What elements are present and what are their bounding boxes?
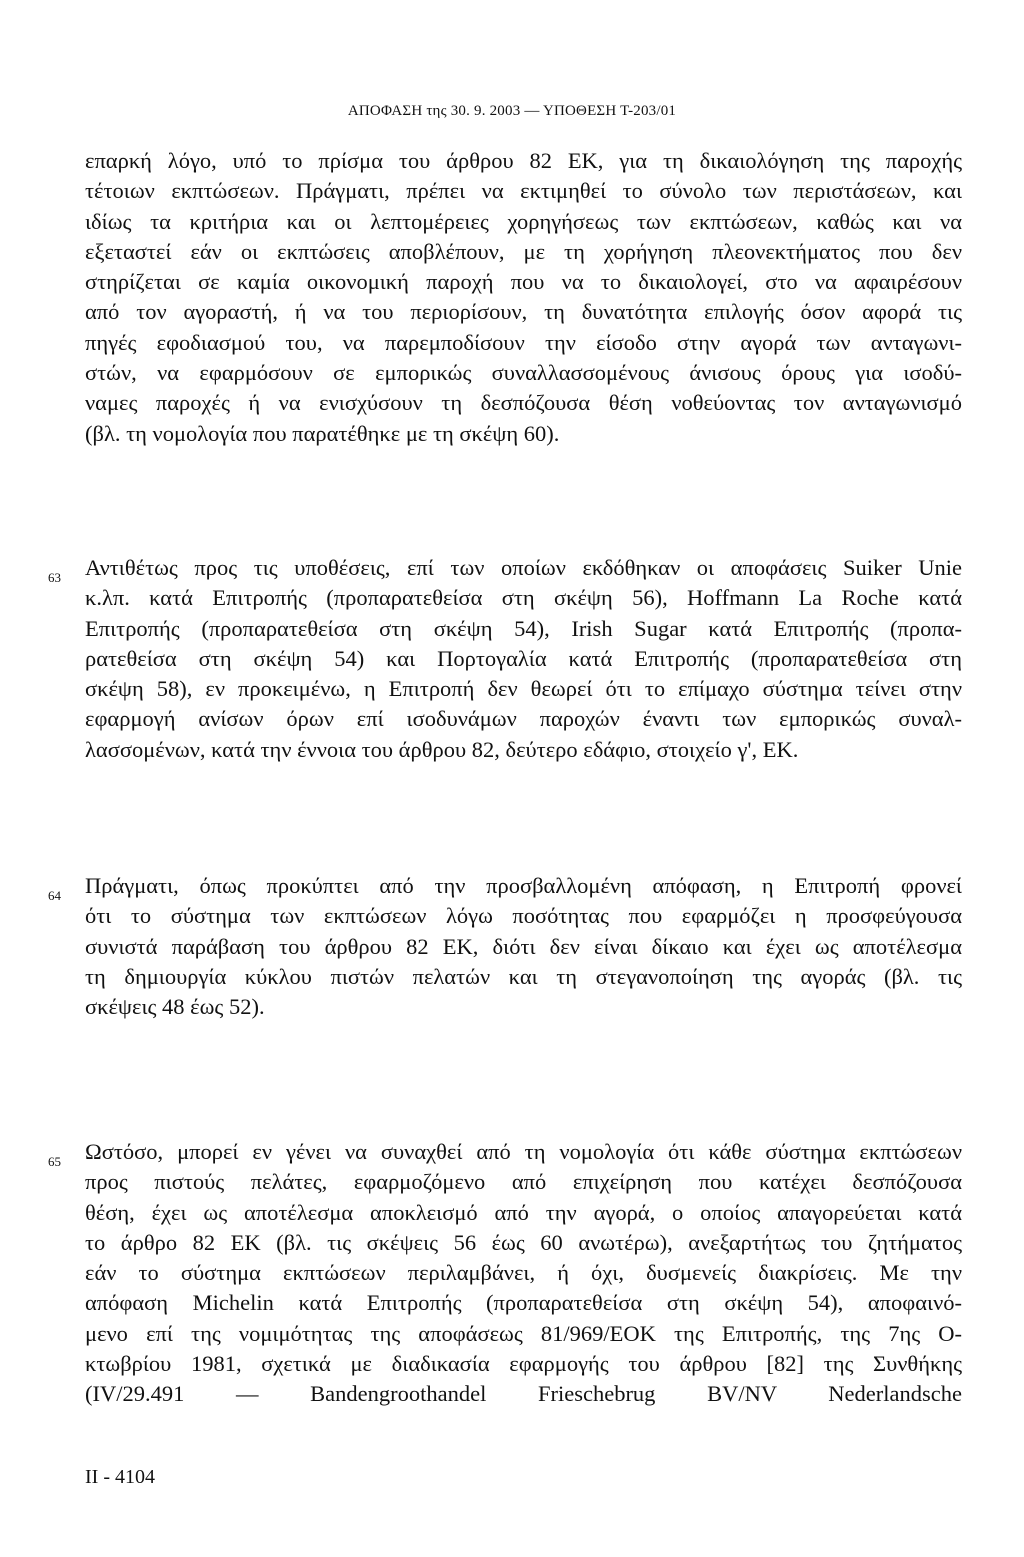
text-line: εξεταστεί εάν οι εκπτώσεις αποβλέπουν, με τη χορήγηση πλεονεκτήματος που δεν — [85, 238, 962, 264]
text-line: κ.λπ. κατά Επιτροπής (προπαρατεθείσα στη σκέψη 56), Hoffmann La Roche κατά — [85, 585, 962, 611]
text-line: στών, να εφαρμόσουν σε εμπορικώς συναλλασσομένους άνισους όρους για ισοδύ- — [85, 360, 962, 386]
text-line: απόφαση Michelin κατά Επιτροπής (προπαρατεθείσα στη σκέψη 54), αποφαινό- — [85, 1290, 962, 1316]
paragraph-continuation — [85, 146, 962, 449]
text-line: τέτοιων εκπτώσεων. Πράγματι, πρέπει να εκτιμηθεί το σύνολο των περιστάσεων, και — [85, 178, 962, 204]
text-line: επαρκή λόγο, υπό το πρίσμα του άρθρου 82 ΕΚ, για τη δικαιολόγηση της παροχής — [85, 148, 962, 173]
text-line: λασσομένων, κατά την έννοια του άρθρου 82, δεύτερο εδάφιο, στοιχείο γ', ΕΚ. — [85, 736, 799, 762]
text-line: σκέψεις 48 έως 52). — [85, 994, 265, 1020]
running-header: ΑΠΟΦΑΣΗ της 30. 9. 2003 — ΥΠΟΘΕΣΗ Τ-203/01 — [347, 103, 677, 119]
paragraph-65 — [85, 1137, 962, 1410]
text-line: ότι το σύστημα των εκπτώσεων λόγω ποσότητας που εφαρμόζει η προσφεύγουσα — [85, 903, 962, 929]
text-line: θέση, έχει ως αποτέλεσμα αποκλεισμό από την αγορά, ο οποίος απαγορεύεται κατά — [85, 1199, 962, 1225]
text-line: κτωβρίου 1981, σχετικά με διαδικασία εφαρμογής του άρθρου [82] της Συνθήκης — [85, 1351, 962, 1377]
text-line: Αντιθέτως προς τις υποθέσεις, επί των οποίων εκδόθηκαν οι αποφάσεις Suiker Unie — [85, 555, 962, 580]
text-line: Επιτροπής (προπαρατεθείσα στη σκέψη 54), Irish Sugar κατά Επιτροπής (προπα- — [85, 615, 962, 641]
text-line: προς πιστούς πελάτες, εφαρμοζόμενο από επιχείρηση που κατέχει δεσπόζουσα — [85, 1169, 962, 1195]
text-line: Πράγματι, όπως προκύπτει από την προσβαλλομένη απόφαση, η Επιτροπή φρονεί — [85, 873, 962, 898]
text-line: ναμες παροχές ή να ενισχύσουν τη δεσπόζουσα θέση νοθεύοντας τον ανταγωνισμό — [85, 390, 962, 416]
text-line: από τον αγοραστή, ή να του περιορίσουν, τη δυνατότητα επιλογής όσον αφορά τις — [85, 299, 962, 325]
paragraph-number: 63 — [48, 570, 61, 585]
page-number: II - 4104 — [85, 1466, 155, 1488]
text-line: σκέψη 58), εν προκειμένω, η Επιτροπή δεν θεωρεί ότι το επίμαχο σύστημα τείνει στην — [85, 676, 962, 702]
paragraph-63 — [85, 553, 962, 765]
paragraph-number: 64 — [48, 888, 61, 903]
text-line: (IV/29.491 — Bandengroothandel Frieschebrug BV/NV Nederlandsche — [85, 1381, 962, 1407]
text-line: στηρίζεται σε καμία οικονομική παροχή που να το δικαιολογεί, στο να αφαιρέσουν — [85, 269, 962, 295]
text-line: Ωστόσο, μπορεί εν γένει να συναχθεί από τη νομολογία ότι κάθε σύστημα εκπτώσεων — [85, 1139, 962, 1164]
paragraph-64 — [85, 871, 962, 1022]
text-line: εάν το σύστημα εκπτώσεων περιλαμβάνει, ή όχι, δυσμενείς διακρίσεις. Με την — [85, 1260, 962, 1286]
text-line: τη δημιουργία κύκλου πιστών πελατών και τη στεγανοποίηση της αγοράς (βλ. τις — [85, 963, 962, 989]
text-line: ρατεθείσα στη σκέψη 54) και Πορτογαλία κατά Επιτροπής (προπαρατεθείσα στη — [85, 645, 962, 671]
text-line: συνιστά παράβαση του άρθρου 82 ΕΚ, διότι δεν είναι δίκαιο και έχει ως αποτέλεσμα — [85, 933, 962, 959]
text-line: το άρθρο 82 ΕΚ (βλ. τις σκέψεις 56 έως 60 ανωτέρω), ανεξαρτήτως του ζητήματος — [85, 1229, 962, 1255]
text-line: ιδίως τα κριτήρια και οι λεπτομέρειες χορηγήσεως των εκπτώσεων, καθώς και να — [85, 208, 962, 234]
text-line: εφαρμογή ανίσων όρων επί ισοδυνάμων παροχών έναντι των εμπορικώς συναλ- — [85, 706, 962, 732]
paragraph-number: 65 — [48, 1154, 61, 1169]
text-line: (βλ. τη νομολογία που παρατέθηκε με τη σκέψη 60). — [85, 420, 560, 446]
text-line: μενο επί της νομιμότητας της αποφάσεως 81/969/ΕΟΚ της Επιτροπής, της 7ης Ο- — [85, 1320, 962, 1346]
text-line: πηγές εφοδιασμού του, να παρεμποδίσουν την είσοδο στην αγορά των ανταγωνι- — [85, 329, 962, 355]
